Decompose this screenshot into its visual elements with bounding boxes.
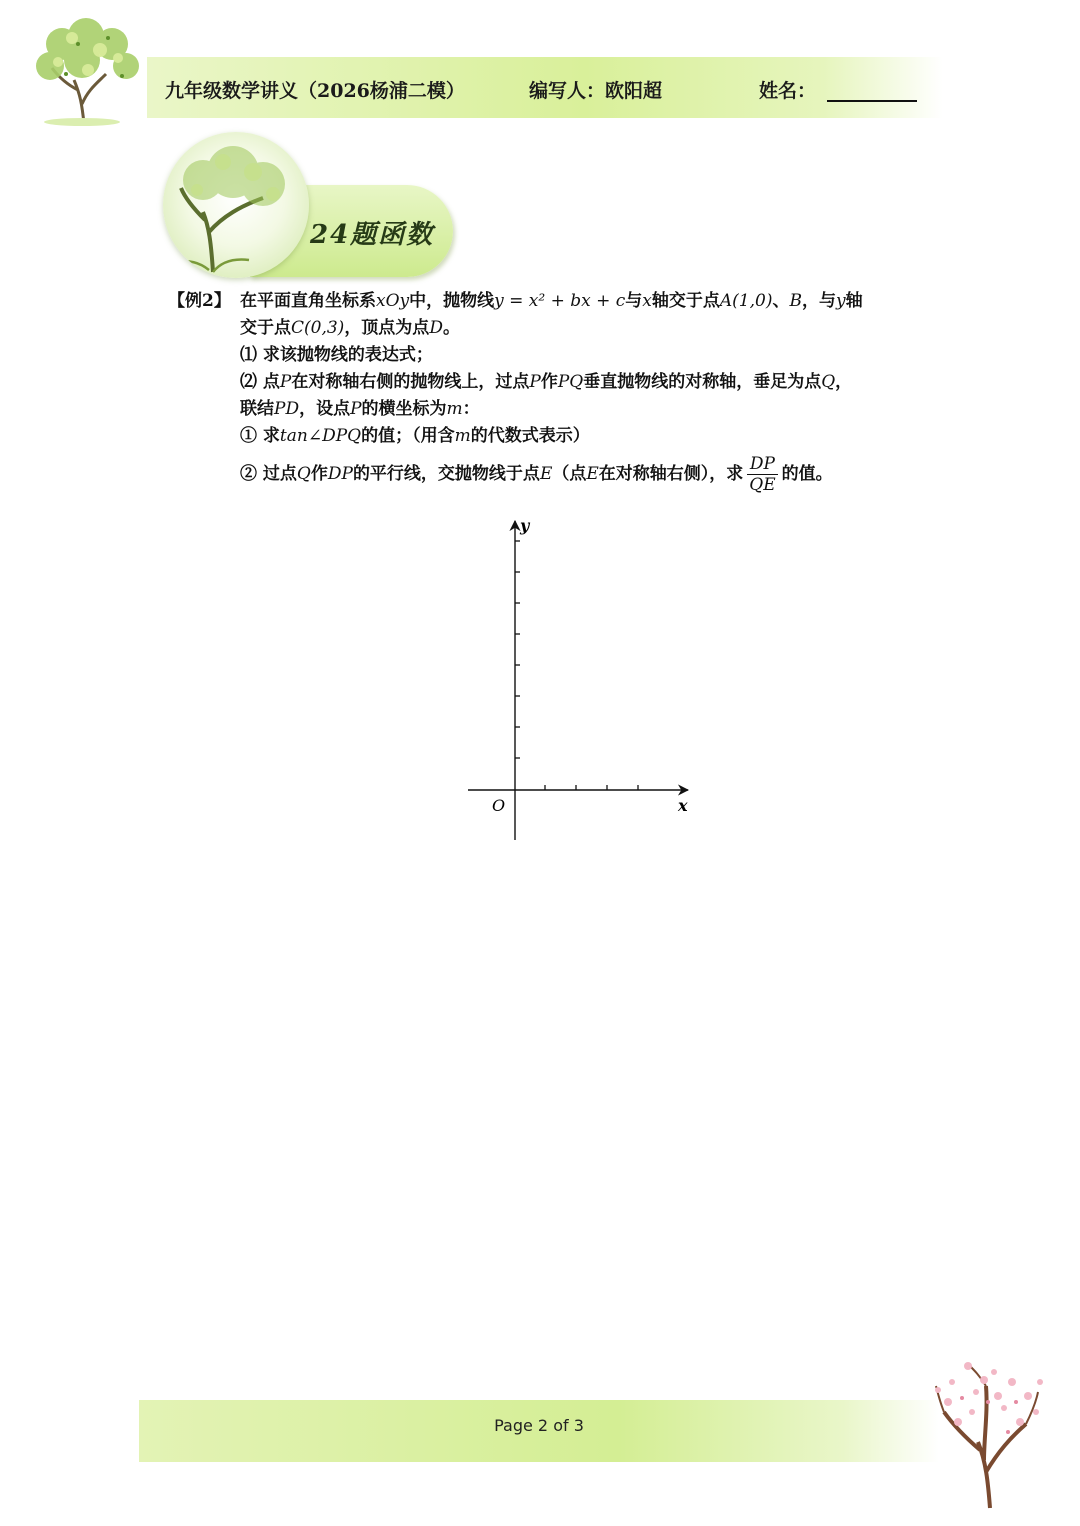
text: 中，抛物线: [409, 291, 495, 311]
text: ⑴ 求该抛物线的表达式；: [240, 345, 433, 365]
text: 与: [625, 291, 643, 311]
math-pq: PQ: [557, 372, 584, 392]
question-2-1: [240, 423, 590, 450]
header-author: 编写人：欧阳超: [529, 80, 663, 102]
math-x: x: [642, 291, 652, 311]
math-m: m: [454, 426, 471, 446]
math-p: P: [279, 372, 292, 392]
question-2-2: [240, 454, 833, 495]
example-tag: 【例2】: [168, 291, 231, 311]
coordinate-axes: [460, 515, 700, 850]
name-blank-line: [827, 100, 917, 102]
math-point-a: A(1,0): [719, 291, 773, 311]
question-2-cont: [240, 396, 480, 423]
text: 联结: [240, 399, 274, 419]
question-1: [240, 342, 433, 369]
text: 在平面直角坐标系: [240, 291, 376, 311]
text: 在对称轴右侧），求: [598, 464, 744, 484]
math-e: E: [586, 464, 599, 484]
math-point-b: B: [789, 291, 802, 311]
text: ⑵ 点: [240, 372, 280, 392]
text: 作: [540, 372, 558, 392]
y-axis-label: y: [520, 516, 530, 535]
text: ，顶点为点: [344, 318, 430, 338]
math-q: Q: [821, 372, 836, 392]
text: （点: [552, 464, 587, 484]
footer-blossom-tree: [928, 1352, 1048, 1512]
text: 交于点: [240, 318, 291, 338]
text: 的值。: [781, 464, 833, 484]
math-m: m: [446, 399, 463, 419]
fraction-dp-over-qe: [747, 454, 777, 495]
math-e: E: [539, 464, 553, 484]
page-number: Page 2 of 3: [494, 1416, 584, 1435]
text: ，与: [801, 291, 836, 311]
math-parabola-eq: y = x² + bx + c: [494, 291, 626, 311]
math-xoy: xOy: [376, 291, 410, 311]
text: ，: [835, 372, 853, 392]
section-tree-emblem: [163, 132, 309, 278]
text: 的值；（用含: [361, 426, 455, 446]
header-tree-logo: [22, 14, 152, 126]
header-name-label: 姓名：: [759, 80, 817, 102]
text: 、: [772, 291, 790, 311]
section-title: 24题函数: [310, 220, 435, 250]
x-axis-label: x: [678, 796, 688, 815]
math-p: P: [350, 399, 362, 419]
text: ，设点: [299, 399, 351, 419]
origin-label: O: [492, 796, 506, 815]
text: 作: [310, 464, 328, 484]
text: 的代数式表示）: [470, 426, 590, 446]
header-band: [147, 57, 943, 118]
question-2: [240, 369, 852, 396]
text: 垂直抛物线的对称轴，垂足为点: [583, 372, 822, 392]
math-pd: PD: [274, 399, 300, 419]
fraction-denominator: QE: [749, 475, 776, 495]
header-title: 九年级数学讲义（2026杨浦二模）: [165, 80, 465, 102]
text: 。: [442, 318, 460, 338]
problem-line-2: [240, 315, 460, 342]
fraction-numerator: DP: [747, 454, 777, 475]
text: 轴交于点: [651, 291, 720, 311]
math-dp: DP: [327, 464, 353, 484]
text: 的横坐标为: [361, 399, 447, 419]
footer-band: [139, 1400, 939, 1462]
math-q: Q: [296, 464, 311, 484]
text: ② 过点: [240, 464, 297, 484]
text: 的平行线，交抛物线于点: [352, 464, 540, 484]
text: ：: [462, 399, 480, 419]
math-tan: tan∠DPQ: [279, 426, 362, 446]
math-point-d: D: [429, 318, 443, 338]
problem-line-1: [240, 288, 863, 315]
math-point-c: C(0,3): [291, 318, 345, 338]
text: 在对称轴右侧的抛物线上，过点: [291, 372, 530, 392]
text: 轴: [845, 291, 863, 311]
text: ① 求: [240, 426, 280, 446]
math-p: P: [529, 372, 541, 392]
math-y: y: [835, 291, 846, 311]
